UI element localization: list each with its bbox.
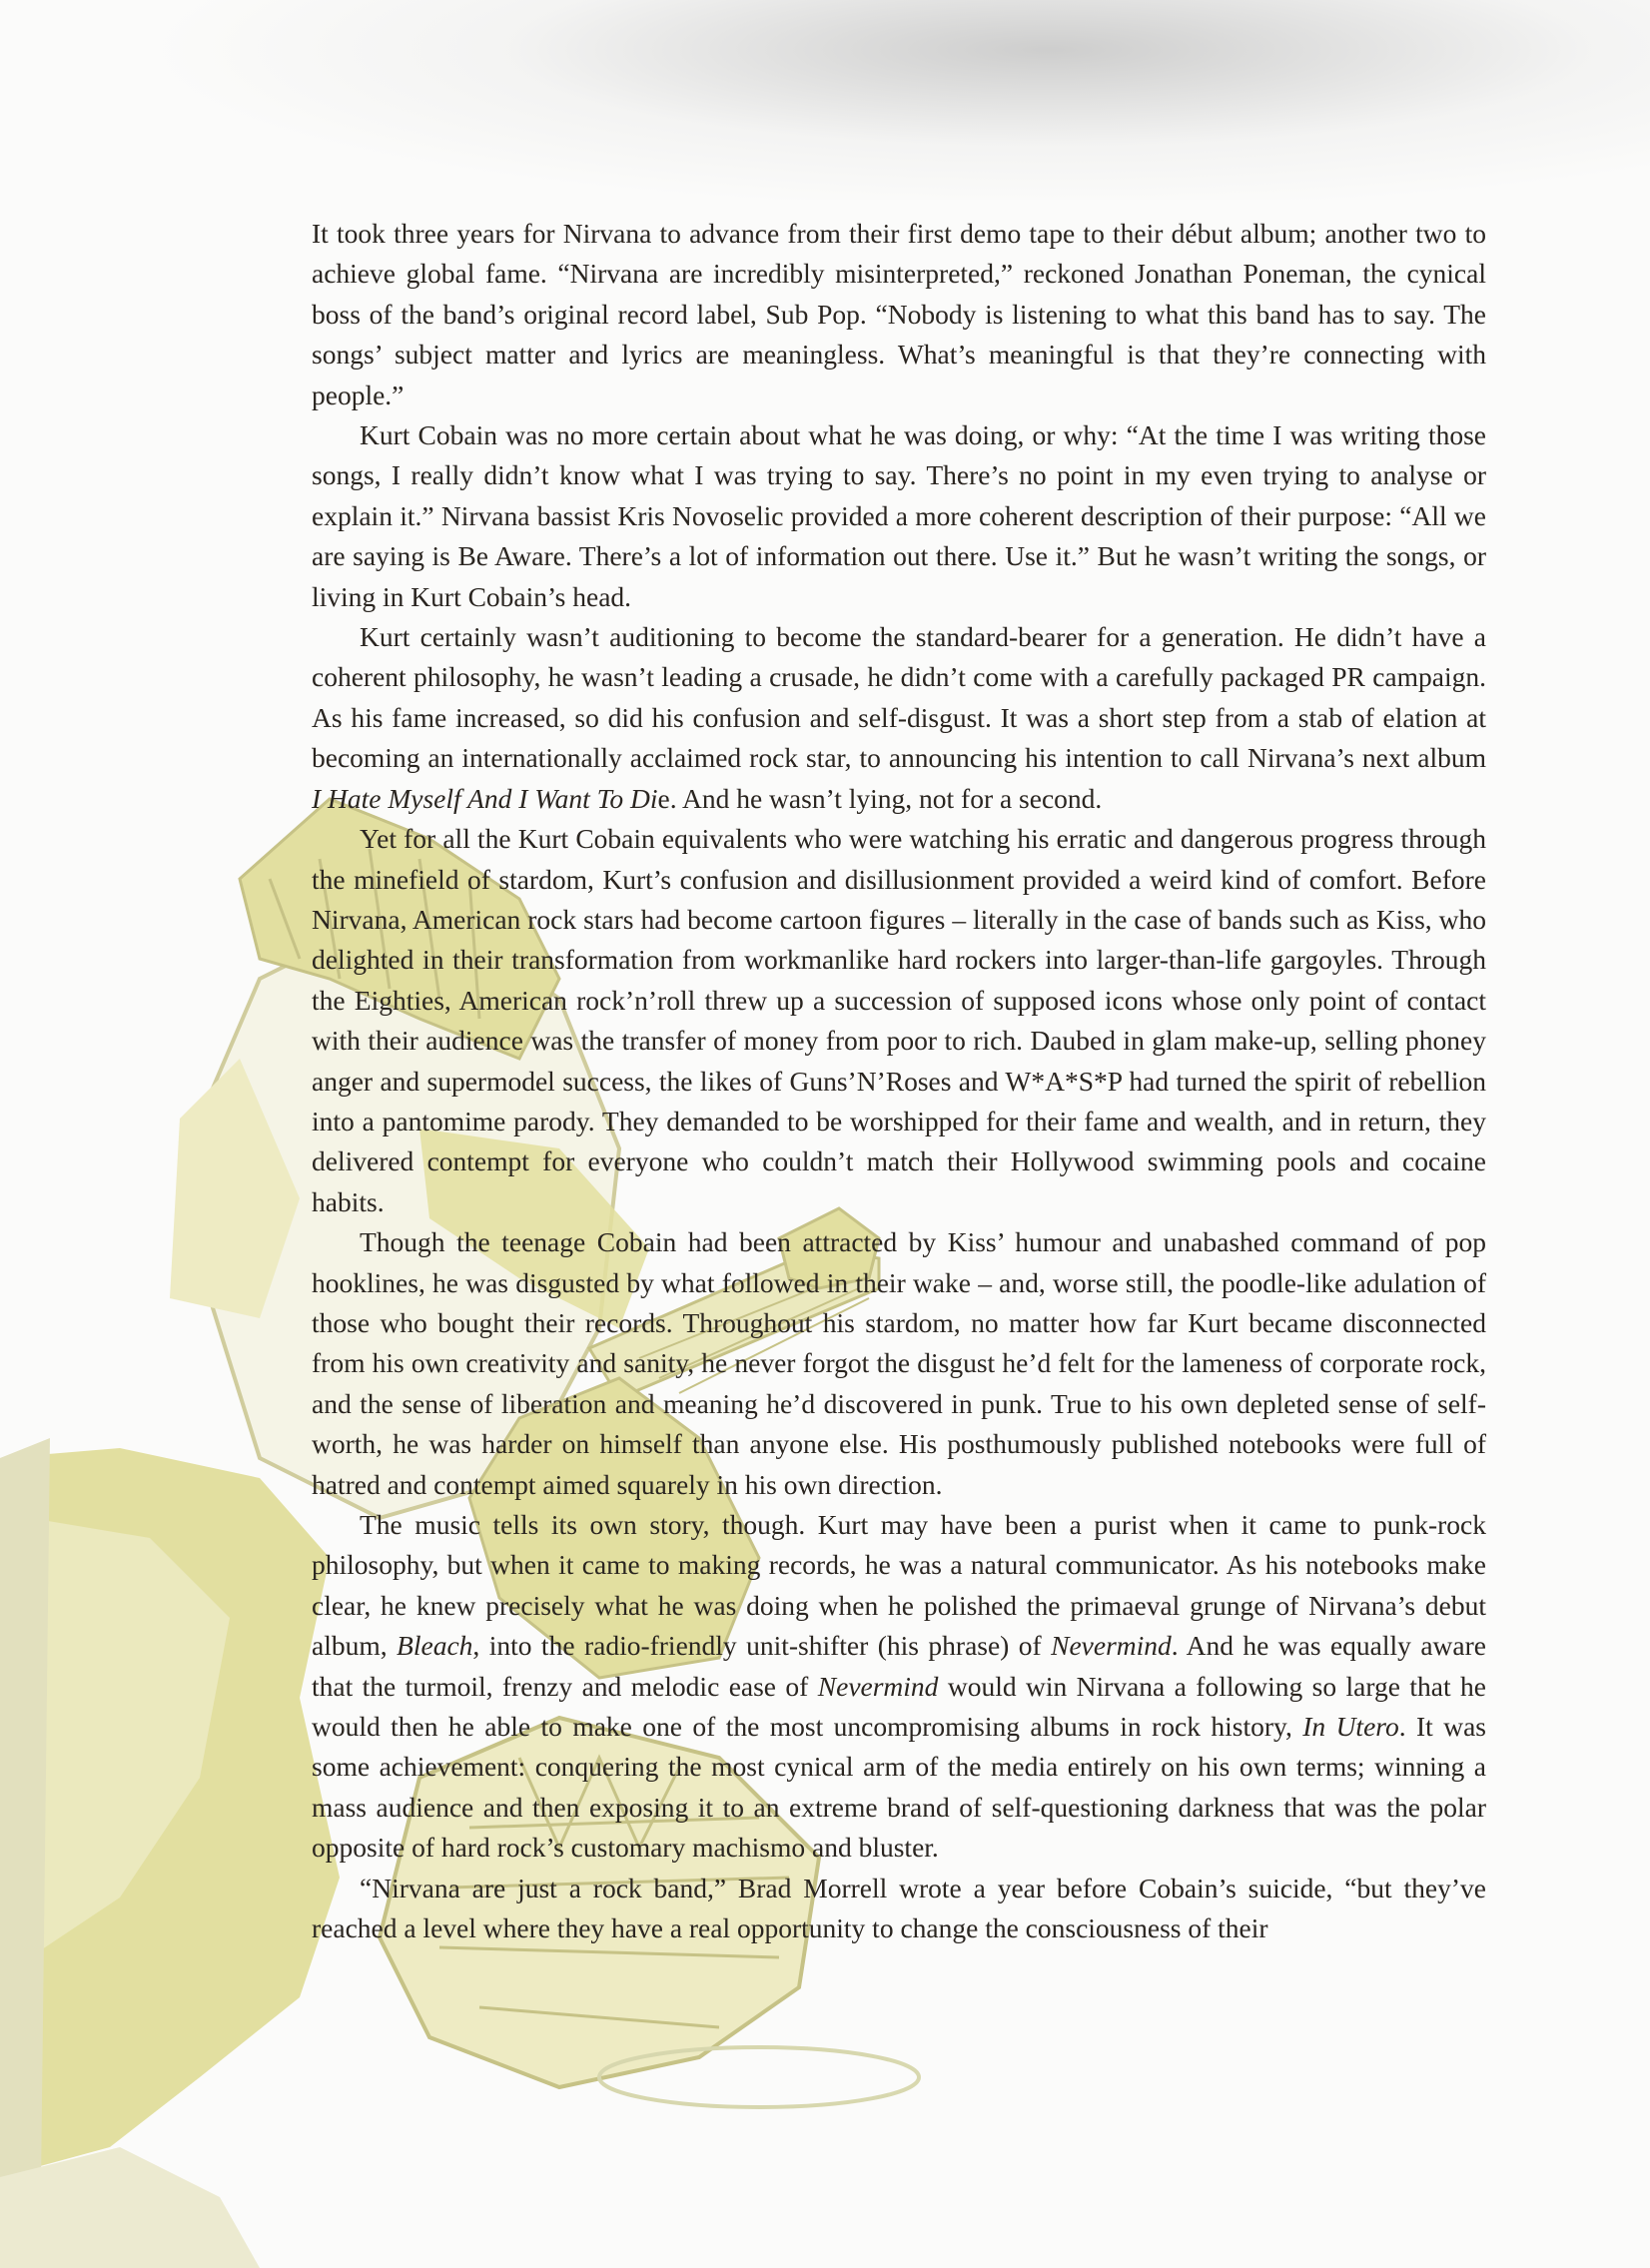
text-run: “Nirvana are just a rock band,” Brad Morrell wrote a year before Cobain’s suicide, “but they’ve reached a level where they have a real opportunity to change the consciousness of their [312, 1872, 1486, 1944]
text-run: would win Nirvana a following so large that he would then he able to make one of the most uncompromising albums in rock history, [312, 1670, 1487, 1743]
paragraph [312, 617, 1486, 819]
paragraph [312, 1869, 1486, 1949]
italic-title: Nevermind [817, 1670, 939, 1702]
text-run: Kurt Cobain was no more certain about what he was doing, or why: “At the time I was writing those songs, I really didn’t know what I was trying to say. There’s no point in my even trying to analyse or explain it.” Nirvana bassist Kris Novoselic provided a more coherent description of their purpose: “All we are saying is Be Aware. There’s a lot of information out there. Use it.” But he wasn’t writing the songs, or living in Kurt Cobain’s head. [312, 419, 1486, 612]
italic-title: In Utero [1302, 1711, 1399, 1743]
paragraph [312, 214, 1486, 415]
paragraph [312, 1505, 1486, 1869]
text-run: . And he was equally aware that the turmoil, frenzy and melodic ease of [312, 1630, 1486, 1702]
text-run: Kurt certainly wasn’t auditioning to become the standard-bearer for a generation. He didn’t have a coherent philosophy, he wasn’t leading a crusade, he didn’t come with a carefully packaged PR campaign. As his fame increased, so did his confusion and self-disgust. It was a short step from a stab of elation at becoming an internationally acclaimed rock star, to announcing his intention to call Nirvana’s next album [312, 621, 1486, 774]
text-run: Yet for all the Kurt Cobain equivalents who were watching his erratic and dangerous progress through the minefield of stardom, Kurt’s confusion and disillusionment provided a weird kind of comfort. Before Nirvana, American rock stars had become cartoon figures – literally in the case of bands such as Kiss, who delighted in their transformation from workmanlike hard rockers into larger-than-life gargoyles. Through the Eighties, American rock’n’roll threw up a succession of supposed icons whose only point of contact with their audience was the transfer of money from poor to rich. Daubed in glam make-up, selling phoney anger and supermodel success, the likes of Guns’N’Roses and W*A*S*P had turned the spirit of rebellion into a pantomime parody. They demanded to be worshipped for their fame and wealth, and in return, they delivered contempt for everyone who couldn’t match their Hollywood swimming pools and cocaine habits. [312, 823, 1486, 1217]
paragraph [312, 415, 1486, 617]
text-run: e. And he wasn’t lying, not for a second. [657, 782, 1103, 814]
italic-title: Bleach [397, 1630, 473, 1662]
paragraph [312, 1222, 1486, 1505]
paragraph [312, 819, 1486, 1222]
text-run: . It was some achievement: conquering the most cynical arm of the media entirely on his own terms; winning a mass audience and then exposing it to an extreme brand of self-questioning darkness that was the polar opposite of hard rock’s customary machismo and bluster. [312, 1711, 1486, 1864]
text-run: Though the teenage Cobain had been attracted by Kiss’ humour and unabashed command of pop hooklines, he was disgusted by what followed in their wake – and, worse still, the poodle-like adulation of those who bought their records. Throughout his stardom, no matter how far Kurt became disconnected from his own creativity and sanity, he never forgot the disgust he’d felt for the lameness of corporate rock, and the sense of liberation and meaning he’d discovered in punk. True to his own depleted sense of self-worth, he was harder on himself than anyone else. His posthumously published notebooks were full of hatred and contempt aimed squarely in his own direction. [312, 1226, 1486, 1500]
text-run: It took three years for Nirvana to advance from their first demo tape to their début album; another two to achieve global fame. “Nirvana are incredibly misinterpreted,” reckoned Jonathan Poneman, the cynical boss of the band’s original record label, Sub Pop. “Nobody is listening to what this band has to say. The songs’ subject matter and lyrics are meaningless. What’s meaningful is that they’re connecting with people.” [312, 218, 1486, 410]
italic-title: Nevermind [1051, 1630, 1172, 1662]
text-run: , into the radio-friendly unit-shifter (his phrase) of [472, 1630, 1052, 1662]
italic-title: I Hate Myself And I Want To Di [312, 782, 658, 814]
article-body [312, 214, 1486, 1948]
text-run: The music tells its own story, though. Kurt may have been a purist when it came to punk-rock philosophy, but when it came to making records, he was a natural communicator. As his notebooks make clear, he knew precisely what he was doing when he polished the primaeval grunge of Nirvana’s debut album, [312, 1509, 1486, 1662]
